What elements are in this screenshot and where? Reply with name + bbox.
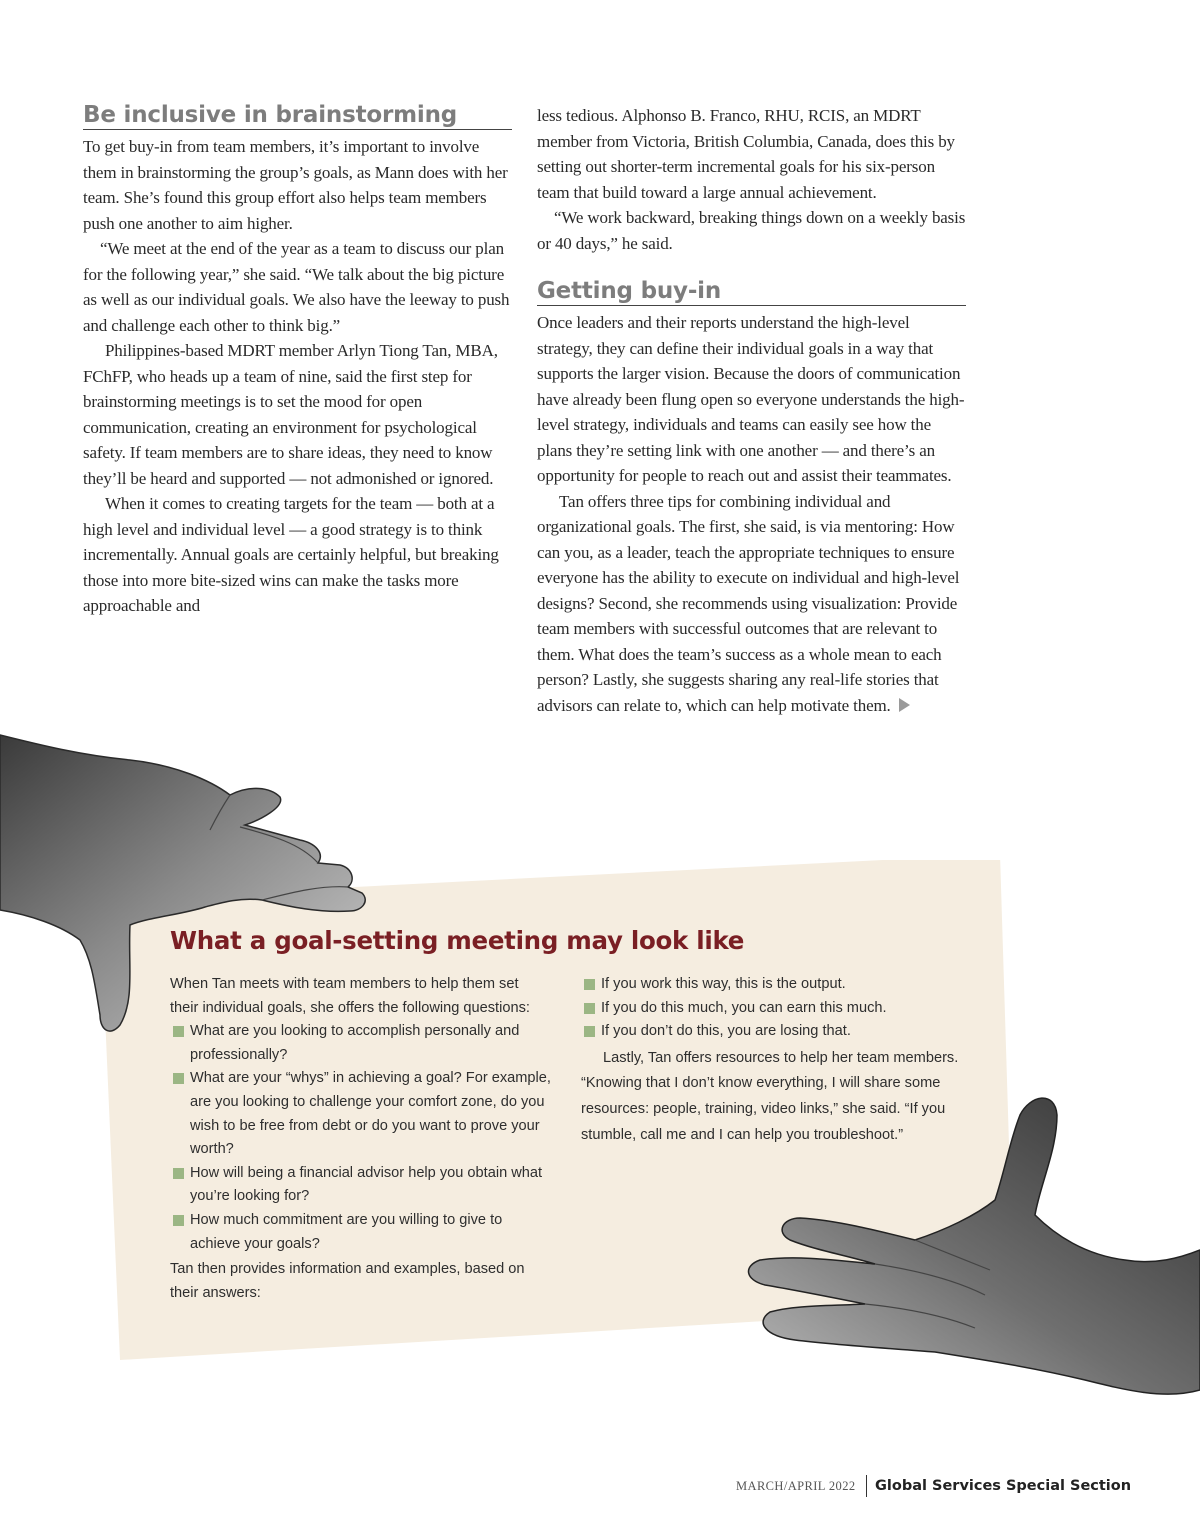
list-item-text: How will being a financial advisor help you obtain what you’re looking for? bbox=[190, 1164, 543, 1205]
bullet-square-icon bbox=[173, 1168, 184, 1179]
right-column bbox=[537, 103, 969, 718]
list-item bbox=[170, 1209, 555, 1256]
bullet-square-icon bbox=[584, 1026, 595, 1037]
list-item-text: If you don’t do this, you are losing that. bbox=[601, 1023, 851, 1040]
list-item-text: If you work this way, this is the output. bbox=[601, 976, 846, 992]
list-item-text: How much commitment are you willing to give to achieve your goals? bbox=[190, 1211, 503, 1252]
sidebar-follow-text: Tan then provides information and examples, based on their answers: bbox=[170, 1261, 525, 1301]
end-of-article-icon bbox=[899, 698, 910, 712]
paragraph: “We work backward, breaking things down on a weekly basis or 40 days,” he said. bbox=[537, 208, 966, 253]
page-footer bbox=[736, 1474, 1131, 1498]
list-item bbox=[170, 1067, 555, 1161]
bullet-square-icon bbox=[173, 1215, 184, 1226]
list-item-text: If you do this much, you can earn this much. bbox=[601, 999, 887, 1016]
paragraph-text: Tan offers three tips for combining individual and organizational goals. The first, she said, is via mentoring: How can you, as a leader, teach the appropriate techniques to ensure everyone has the ability to execute on individual and high-level designs? Second, she recommends using visualization: Provide team members with successful outcomes that are relevant to them. What does the team’s success as a whole mean to each person? Lastly, she suggests sharing any real-life stories that advisors can relate to, which can help motivate them. bbox=[537, 491, 960, 715]
list-item bbox=[581, 973, 966, 997]
issue-date: MARCH/APRIL 2022 bbox=[736, 1478, 856, 1493]
left-column bbox=[83, 102, 515, 619]
paragraph: “We meet at the end of the year as a team to discuss our plan for the following year,” she said. “We talk about the big picture as well as our individual goals. We also have the leeway to push and challenge each other to think big.” bbox=[83, 239, 510, 335]
sidebar-intro: When Tan meets with team members to help them set their individual goals, she offers the following questions: bbox=[170, 976, 530, 1016]
section-name: Global Services Special Section bbox=[875, 1478, 1132, 1494]
list-item bbox=[170, 1020, 555, 1067]
paragraph: Once leaders and their reports understand the high-level strategy, they can define their individual goals in a way that supports the larger vision. Because the doors of communication have already been flung open so everyone understands the high-level strategy, individuals and teams can easily see how the plans they’re setting link with one another — and there’s an opportunity for people to reach out and assist their teammates. bbox=[537, 313, 965, 485]
paragraph: When it comes to creating targets for the team — both at a high level and individual level — a good strategy is to think incrementally. Annual goals are certainly helpful, but breaking those into more bite-sized wins can make the tasks more approachable and bbox=[83, 494, 499, 615]
list-item-text: What are you looking to accomplish personally and professionally? bbox=[190, 1023, 520, 1063]
bullet-square-icon bbox=[584, 1003, 595, 1014]
paragraph: less tedious. Alphonso B. Franco, RHU, RCIS, an MDRT member from Victoria, British Columbia, Canada, does this by setting out shorter-term incremental goals for his six-person team that build toward a large annual achievement. bbox=[537, 106, 955, 202]
sidebar-left-column bbox=[170, 973, 555, 1305]
bullet-square-icon bbox=[173, 1026, 184, 1037]
heading-brainstorming: Be inclusive in brainstorming bbox=[83, 102, 512, 130]
paragraph bbox=[537, 489, 969, 719]
paragraph: To get buy-in from team members, it’s important to involve them in brainstorming the group’s goals, as Mann does with her team. She’s found this group effort also helps team members push one another to aim higher. bbox=[83, 137, 508, 233]
paragraph: Philippines-based MDRT member Arlyn Tiong Tan, MBA, FChFP, who heads up a team of nine, said the first step for brainstorming meetings is to set the mood for open communication, creating an environment for psychological safety. If team members are to share ideas, they need to know they’ll be heard and supported — not admonished or ignored. bbox=[83, 341, 498, 488]
list-item bbox=[170, 1162, 555, 1209]
list-item bbox=[581, 997, 966, 1021]
list-item bbox=[581, 1020, 966, 1044]
heading-getting-buy-in: Getting buy-in bbox=[537, 278, 966, 306]
sidebar-closing-text: Lastly, Tan offers resources to help her team members. “Knowing that I don’t know everything, I will share some resources: people, training, video links,” she said. “If you stumble, call me and I can help you troubleshoot.” bbox=[581, 1049, 959, 1143]
sidebar-right-column bbox=[581, 973, 966, 1148]
footer-divider bbox=[866, 1475, 868, 1497]
list-item-text: What are your “whys” in achieving a goal? For example, are you looking to challenge your comfort zone, do you wish to be free from debt or do you want to prove your worth? bbox=[190, 1070, 551, 1158]
bullet-square-icon bbox=[584, 979, 595, 990]
sidebar-title: What a goal-setting meeting may look like bbox=[170, 926, 745, 955]
bullet-square-icon bbox=[173, 1073, 184, 1084]
